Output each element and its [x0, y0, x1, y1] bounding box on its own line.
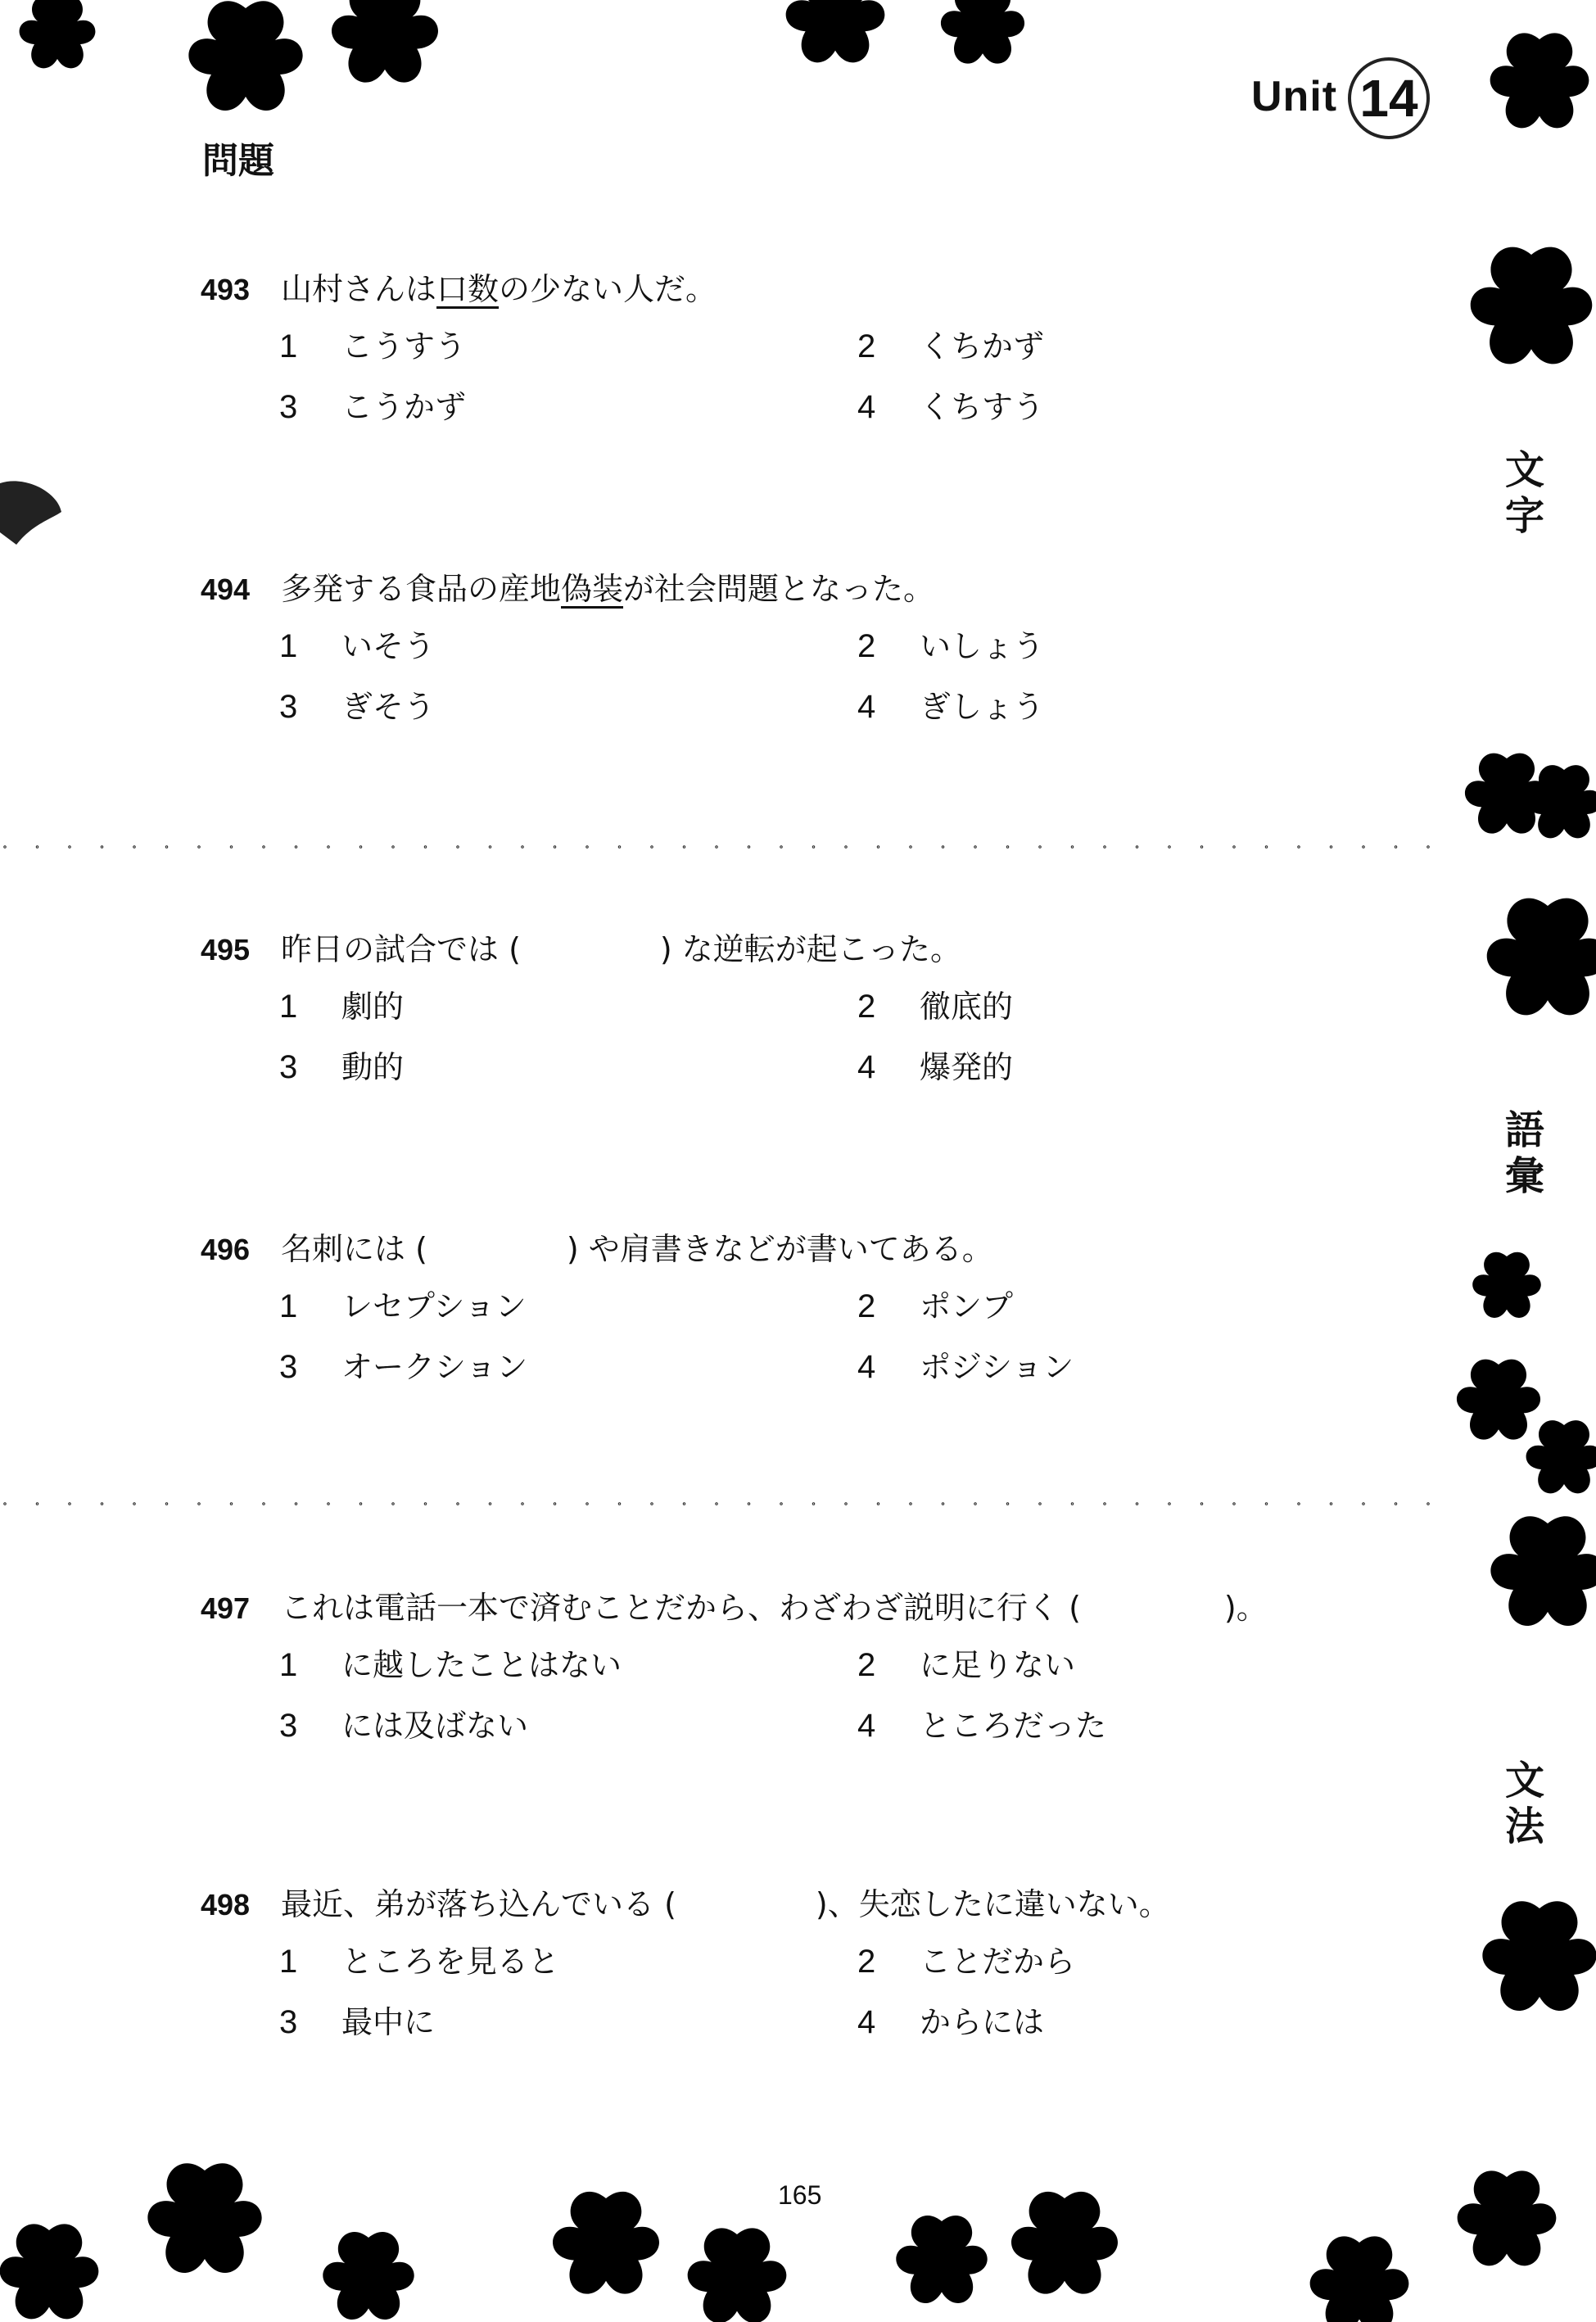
stem-text-before: 多発する食品の産地	[281, 571, 562, 607]
answer-options	[279, 321, 1462, 423]
dotted-separator	[0, 839, 1458, 855]
answer-option-2[interactable]	[857, 1936, 1435, 1980]
answer-option-4[interactable]	[857, 1042, 1435, 1083]
question-stem	[201, 264, 1462, 305]
dotted-separator	[0, 1496, 1458, 1512]
stem-text-after: の少ない人だ。	[499, 271, 717, 307]
option-text: ぎしょう	[920, 689, 1045, 725]
question-494	[201, 564, 1462, 725]
underlined-target-word: 偽装	[561, 571, 624, 607]
page-heading: 問題	[202, 140, 274, 182]
option-number: 1	[279, 989, 298, 1025]
answer-option-3[interactable]	[279, 1342, 857, 1383]
stem-text-after: )。	[1223, 1590, 1268, 1626]
option-number: 2	[857, 628, 876, 664]
stem-text-before: 昨日の試合では (	[281, 931, 521, 967]
option-text: オークション	[341, 1349, 528, 1385]
option-number: 3	[279, 1049, 298, 1085]
option-text: からには	[920, 2004, 1045, 2040]
stem-text-after: が社会問題となった。	[623, 571, 935, 607]
side-tab-moji: 文字	[1504, 447, 1544, 539]
option-text: ことだから	[920, 1944, 1076, 1980]
answer-option-1[interactable]	[279, 981, 857, 1025]
stem-text-before: これは電話一本で済むことだから、わざわざ説明に行く (	[281, 1590, 1081, 1626]
answer-option-4[interactable]	[857, 1342, 1435, 1383]
stem-text-before: 山村さんは	[281, 271, 437, 307]
option-number: 1	[279, 628, 298, 664]
option-number: 3	[279, 2004, 298, 2040]
answer-option-2[interactable]	[857, 1281, 1435, 1322]
question-stem	[201, 924, 1462, 965]
stem-text-after: ) や肩書きなどが書いてある。	[566, 1231, 993, 1267]
option-number: 3	[279, 389, 298, 425]
option-number: 4	[857, 1708, 876, 1744]
option-number: 2	[857, 328, 876, 364]
answer-option-1[interactable]	[279, 1281, 857, 1322]
unit-label: Unit	[1251, 73, 1338, 120]
option-text: ポジション	[920, 1349, 1074, 1385]
unit-number-badge: 14	[1348, 57, 1430, 139]
side-tab-bunpou: 文法	[1504, 1758, 1544, 1849]
option-text: ところだった	[920, 1708, 1107, 1744]
answer-options	[279, 1640, 1462, 1744]
option-text: 徹底的	[920, 989, 1014, 1025]
answer-option-4[interactable]	[857, 681, 1435, 725]
option-text: 劇的	[341, 989, 405, 1025]
option-text: こうすう	[341, 328, 467, 364]
answer-option-1[interactable]	[279, 321, 857, 362]
option-text: ポンプ	[920, 1288, 1014, 1324]
answer-options	[279, 981, 1462, 1083]
stem-text-before: 最近、弟が落ち込んでいる (	[281, 1886, 676, 1922]
answer-option-4[interactable]	[857, 1700, 1435, 1744]
answer-options	[279, 1936, 1462, 2038]
question-stem	[201, 1224, 1462, 1265]
option-text: には及ばない	[341, 1708, 529, 1744]
answer-options	[279, 621, 1462, 725]
option-text: 動的	[341, 1049, 405, 1085]
option-number: 1	[279, 1647, 298, 1683]
question-number: 496	[201, 1233, 251, 1266]
page-number: 165	[778, 2180, 822, 2210]
side-tab-goi: 語彙	[1504, 1107, 1544, 1199]
answer-option-1[interactable]	[279, 1640, 857, 1681]
option-text: 最中に	[341, 2004, 436, 2040]
answer-option-4[interactable]	[857, 1997, 1435, 2038]
option-number: 2	[857, 989, 876, 1025]
option-text: こうかず	[341, 389, 467, 425]
option-text: レセプション	[341, 1288, 527, 1324]
answer-option-4[interactable]	[857, 382, 1435, 423]
option-number: 4	[857, 1349, 876, 1385]
option-number: 4	[857, 389, 876, 425]
answer-option-3[interactable]	[279, 1700, 857, 1744]
answer-option-3[interactable]	[279, 382, 857, 423]
option-number: 1	[279, 1944, 298, 1980]
answer-option-2[interactable]	[857, 1640, 1435, 1681]
option-text: に越したことはない	[341, 1647, 622, 1683]
option-number: 4	[857, 2004, 876, 2040]
option-number: 3	[279, 1708, 298, 1744]
question-493	[201, 264, 1462, 423]
question-495	[201, 924, 1462, 1083]
option-number: 2	[857, 1288, 876, 1324]
question-number: 493	[201, 273, 251, 306]
answer-option-2[interactable]	[857, 981, 1435, 1025]
question-number: 494	[201, 573, 251, 606]
stem-text-after: )、失恋したに違いない。	[815, 1886, 1170, 1922]
option-number: 3	[279, 1349, 298, 1385]
option-text: いしょう	[920, 628, 1045, 664]
option-text: に足りない	[920, 1647, 1076, 1683]
stem-text-after: ) な逆転が起こった。	[659, 931, 962, 967]
question-497	[201, 1582, 1462, 1744]
question-stem	[201, 1582, 1462, 1626]
answer-option-3[interactable]	[279, 1997, 857, 2038]
option-text: くちかず	[920, 328, 1045, 364]
answer-option-2[interactable]	[857, 621, 1435, 662]
option-number: 1	[279, 1288, 298, 1324]
question-number: 495	[201, 933, 251, 966]
answer-options	[279, 1281, 1462, 1383]
underlined-target-word: 口数	[436, 271, 500, 307]
floral-border-bottom	[0, 2121, 1596, 2322]
question-496	[201, 1224, 1462, 1383]
option-number: 3	[279, 689, 298, 725]
option-text: いそう	[341, 628, 436, 664]
option-text: くちすう	[920, 389, 1045, 425]
option-text: 爆発的	[920, 1049, 1014, 1085]
option-number: 1	[279, 328, 298, 364]
question-498	[201, 1879, 1462, 2038]
question-number: 498	[201, 1888, 251, 1921]
option-number: 4	[857, 689, 876, 725]
question-stem	[201, 1879, 1462, 1920]
question-number: 497	[201, 1591, 251, 1625]
option-text: ところを見ると	[341, 1944, 560, 1980]
answer-option-1[interactable]	[279, 1936, 857, 1980]
stem-text-before: 名刺には (	[281, 1231, 427, 1267]
option-number: 2	[857, 1647, 876, 1683]
answer-option-1[interactable]	[279, 621, 857, 662]
answer-option-2[interactable]	[857, 321, 1435, 362]
option-number: 2	[857, 1944, 876, 1980]
answer-option-3[interactable]	[279, 1042, 857, 1083]
answer-option-3[interactable]	[279, 681, 857, 725]
left-margin-ornament	[0, 475, 66, 549]
option-number: 4	[857, 1049, 876, 1085]
option-text: ぎそう	[341, 689, 436, 725]
question-stem	[201, 564, 1462, 607]
